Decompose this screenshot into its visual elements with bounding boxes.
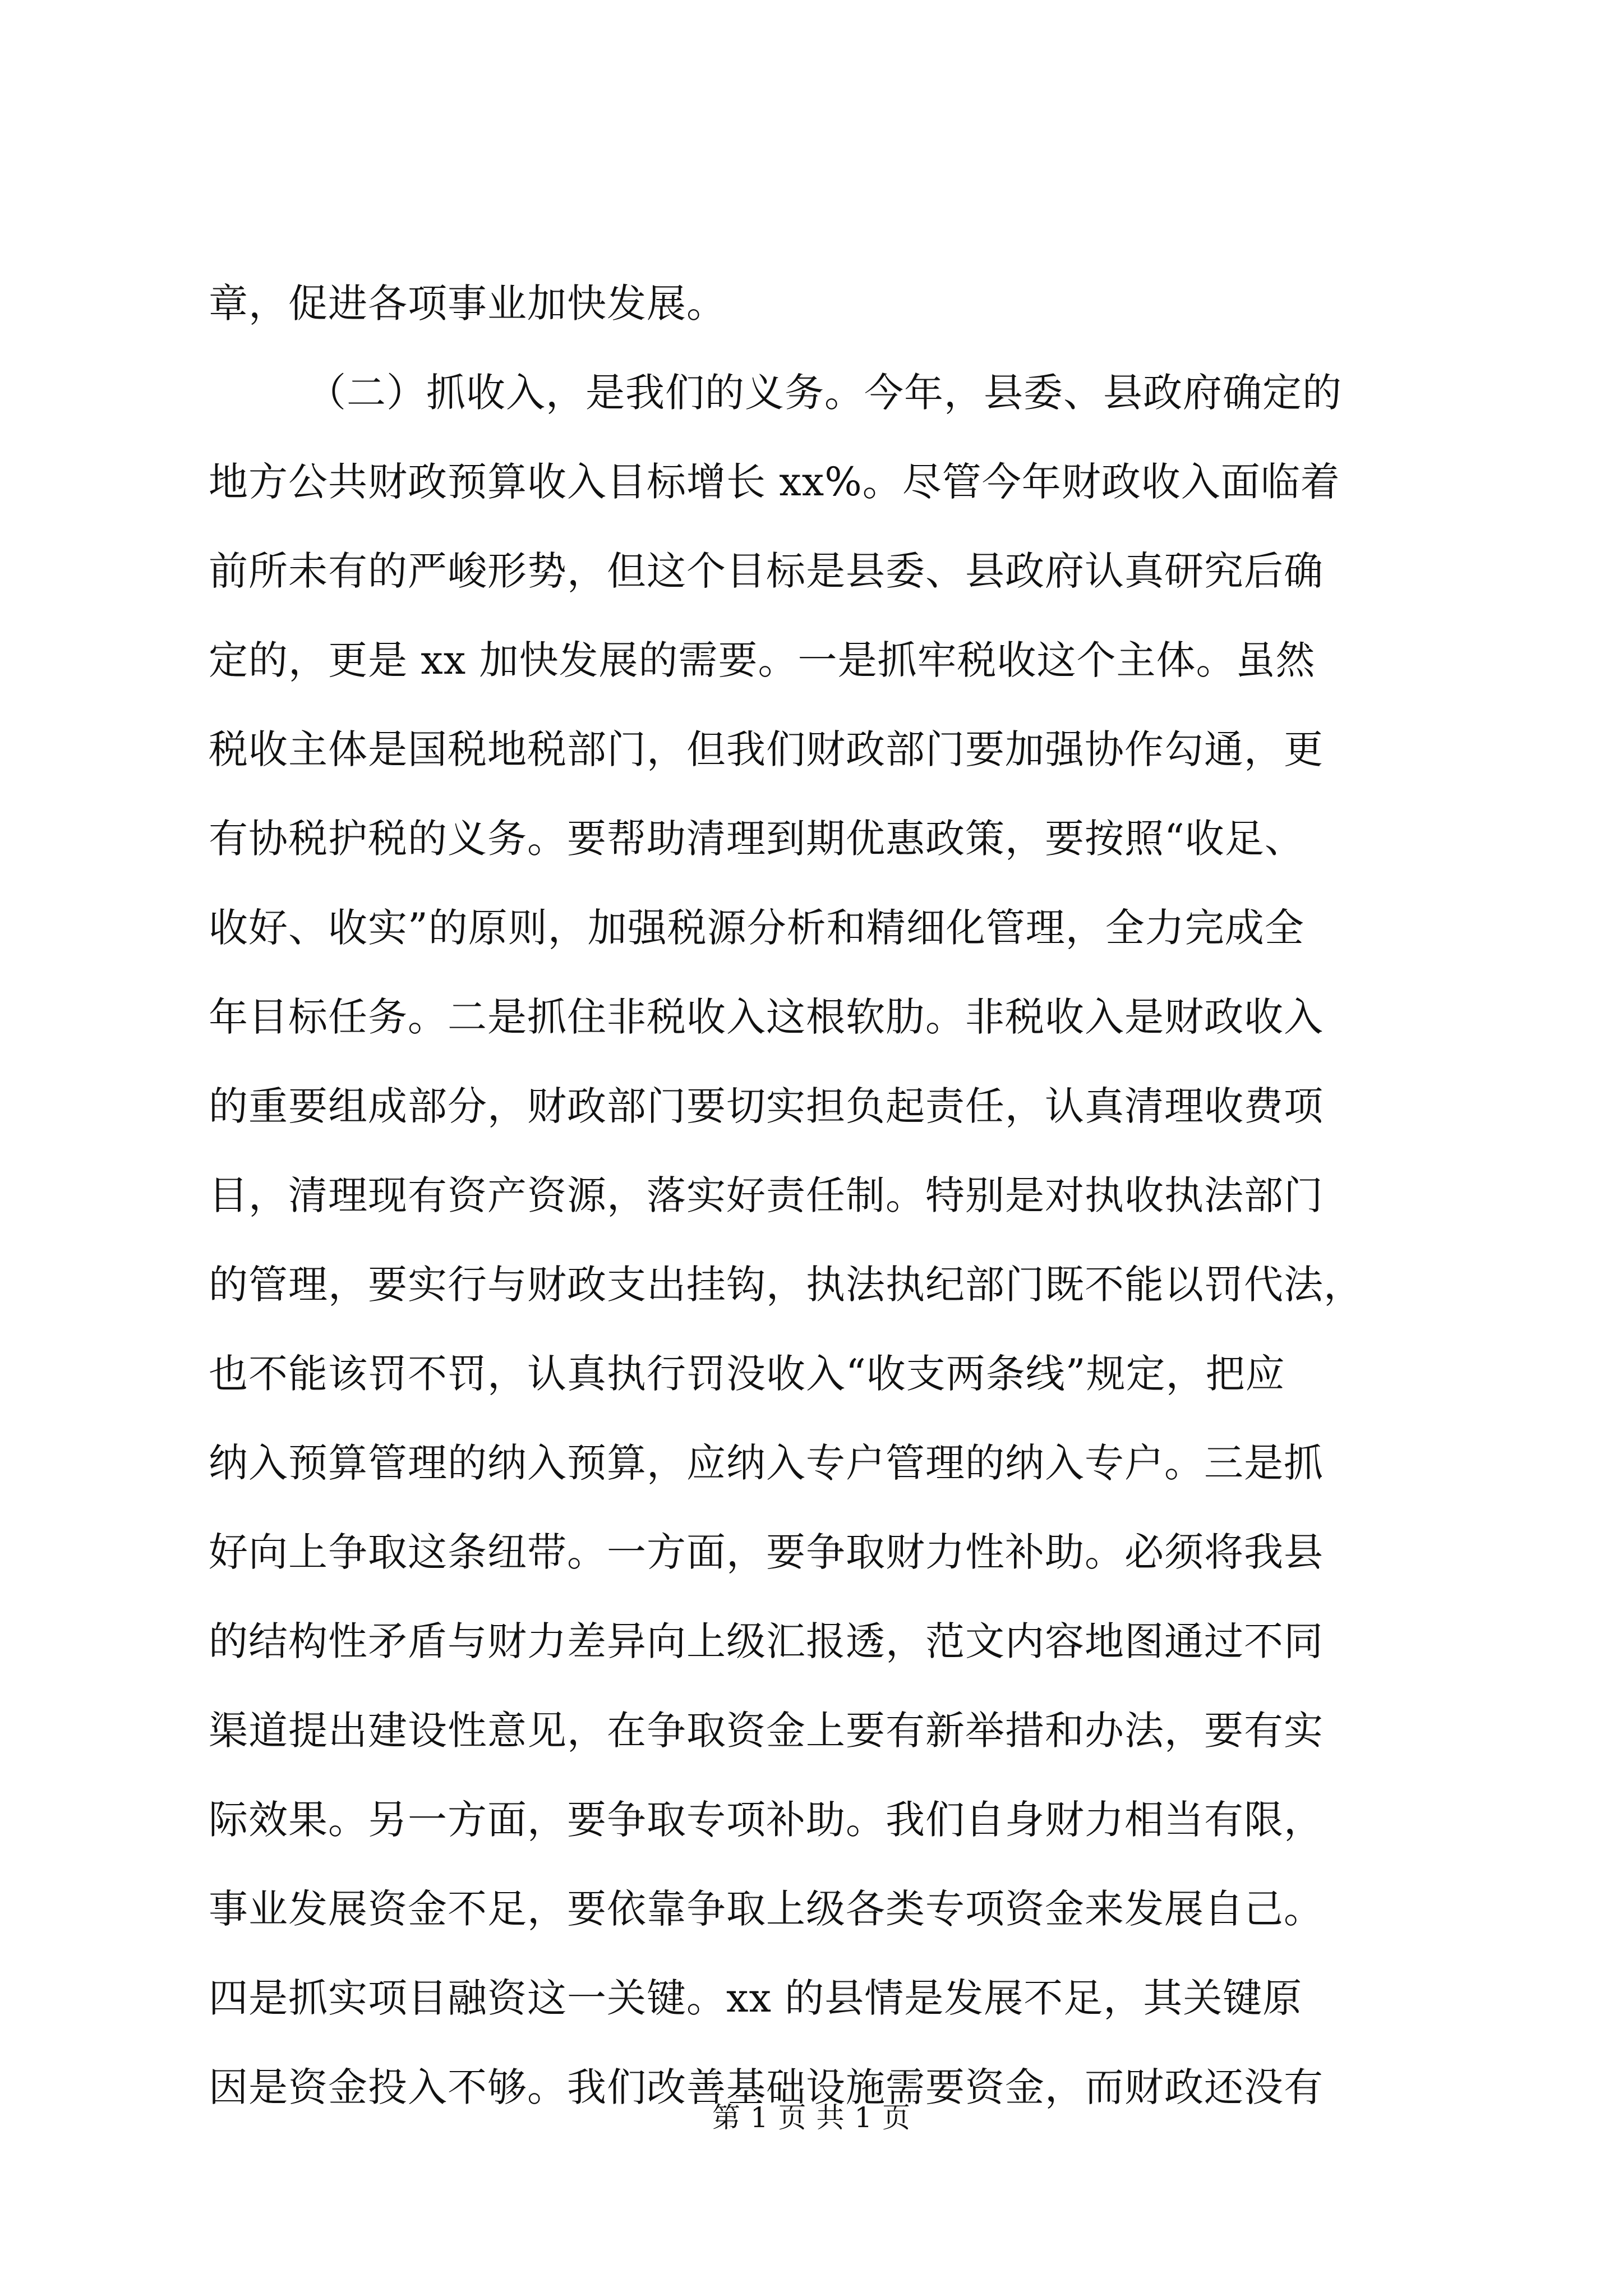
text-line: 渠道提出建设性意见，在争取资金上要有新举措和办法，要有实 xyxy=(209,1708,1324,1754)
text-line: 地方公共财政预算收入目标增长 xx%。尽管今年财政收入面临着 xyxy=(209,459,1340,505)
text-line: （二）抓收入，是我们的义务。今年，县委、县政府确定的 xyxy=(307,370,1342,416)
text-line: 章，促进各项事业加快发展。 xyxy=(209,280,726,326)
text-line: 目，清理现有资产资源，落实好责任制。特别是对执收执法部门 xyxy=(209,1172,1324,1218)
text-line: 的结构性矛盾与财力差异向上级汇报透，范文内容地图通过不同 xyxy=(209,1618,1324,1664)
text-line: 纳入预算管理的纳入预算，应纳入专户管理的纳入专户。三是抓 xyxy=(209,1440,1324,1486)
body-text xyxy=(209,259,1414,2132)
text-line: 有协税护税的义务。要帮助清理到期优惠政策，要按照“收足、 xyxy=(209,816,1304,862)
text-line: 收好、收实”的原则，加强税源分析和精细化管理，全力完成全 xyxy=(209,905,1304,951)
text-line: 际效果。另一方面，要争取专项补助。我们自身财力相当有限， xyxy=(209,1797,1324,1843)
text-line: 年目标任务。二是抓住非税收入这根软肋。非税收入是财政收入 xyxy=(209,994,1324,1040)
text-line: 因是资金投入不够。我们改善基础设施需要资金，而财政还没有 xyxy=(209,2064,1324,2110)
text-line: 事业发展资金不足，要依靠争取上级各类专项资金来发展自己。 xyxy=(209,1886,1324,1932)
text-line: 的重要组成部分，财政部门要切实担负起责任，认真清理收费项 xyxy=(209,1083,1324,1129)
text-line: 四是抓实项目融资这一关键。xx 的县情是发展不足，其关键原 xyxy=(209,1975,1303,2021)
page-footer xyxy=(0,2095,1623,2140)
text-line: 也不能该罚不罚，认真执行罚没收入“收支两条线”规定，把应 xyxy=(209,1351,1285,1397)
text-line: 的管理，要实行与财政支出挂钩，执法执纪部门既不能以罚代法， xyxy=(209,1262,1363,1308)
text-line: 税收主体是国税地税部门，但我们财政部门要加强协作勾通，更 xyxy=(209,726,1324,772)
text-line: 前所未有的严峻形势，但这个目标是县委、县政府认真研究后确 xyxy=(209,548,1324,594)
text-line: 定的，更是 xx 加快发展的需要。一是抓牢税收这个主体。虽然 xyxy=(209,637,1316,683)
text-line: 好向上争取这条纽带。一方面，要争取财力性补助。必须将我县 xyxy=(209,1529,1324,1575)
page-number-label: 第 1 页 共 1 页 xyxy=(712,2101,911,2134)
